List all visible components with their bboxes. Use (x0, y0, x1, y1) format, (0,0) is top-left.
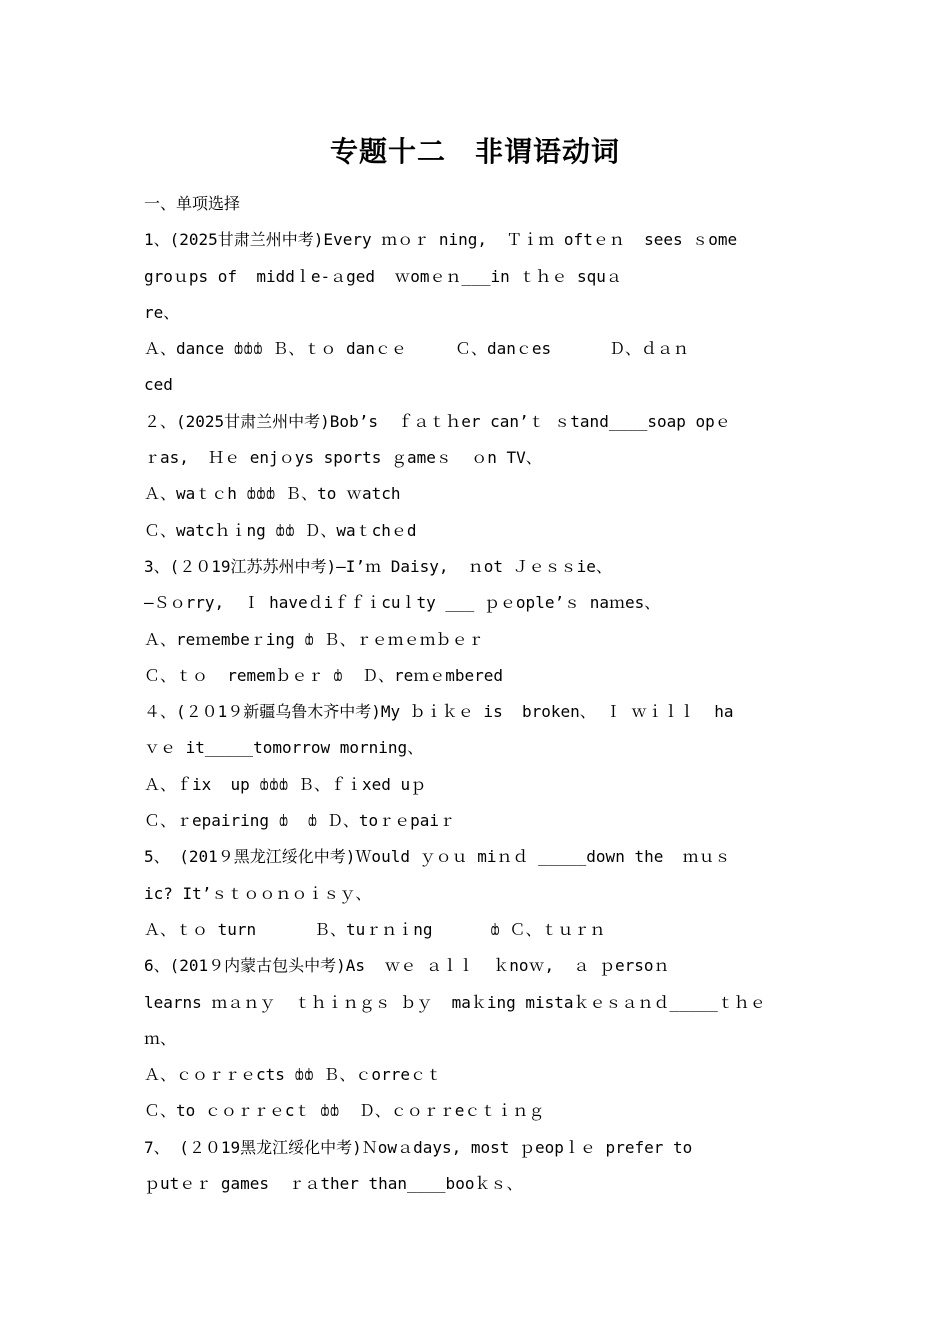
text-line: groｕps of middｌe-ａged ｗomｅｎ___in ｔｈｅ squａ (144, 266, 622, 286)
text-line: ｍ、 (144, 1028, 177, 1048)
text-line: ｐutｅｒ games ｒａther than____booｋｓ、 (144, 1174, 523, 1194)
text-line: Ａ、ｔｏ turn Ｂ、tuｒｎｉng ȸ Ｃ、ｔｕｒｎ (144, 919, 606, 939)
text-line: 5、 (201９黑龙江绥化中考)Ｗould ｙｏｕ miｎｄ _____down the ｍｕｓ (144, 847, 731, 867)
text-line: ｖｅ it_____tomorrow morning、 (144, 738, 424, 758)
text-line: 7、 (２０19黑龙江绥化中考)Ｎowａdays, most ｐeopｌｅ prefer to (144, 1137, 693, 1157)
text-line: ic? It’ｓｔｏｏｎｏｉｓｙ、 (144, 883, 372, 903)
section-heading: 一、单项选择 (144, 194, 241, 213)
text-line: ２、(2025甘肃兰州中考)Bob’s ｆａｔｈer can’ｔ ｓtand____soap opｅ (144, 411, 731, 431)
text-line: learns ｍａｎｙ ｔｈｉｎｇｓ ｂｙ maｋing mistaｋｅｓａｎｄ_____ｔｈｅ (144, 992, 766, 1012)
page-title: 专题十二 非谓语动词 (329, 135, 620, 168)
text-line: Ａ、reｍembeｒing ȸ Ｂ、ｒｅｍｅｍｂｅｒ (144, 629, 484, 649)
text-line: 6、(201９内蒙古包头中考)As ｗｅ ａｌｌ ｋnoｗ, ａ ｐersoｎ (144, 956, 670, 976)
text-line: Ａ、ｆix up ȸȸȸ Ｂ、ｆｉxed uｐ (144, 774, 427, 794)
text-line: Ｃ、watcｈｉng ȸȸ Ｄ、waｔchｅd (144, 520, 417, 540)
text-line: re、 (144, 302, 180, 322)
text-line: Ｃ、ｔｏ rememｂｅｒ ȸ Ｄ、reｍｅmbered (144, 665, 504, 685)
text-line: Ｃ、to ｃｏｒｒｅcｔ ȸȸ Ｄ、ｃｏｒｒeｃｔｉｎｇ (144, 1101, 545, 1121)
text-line: Ｃ、ｒepairing ȸ ȸ Ｄ、toｒｅpaiｒ (144, 811, 456, 831)
exercise-body (144, 186, 814, 1202)
text-line: 3、(２０19江苏苏州中考)—I’ｍ Daisy, ｎot Ｊｅｓｓie、 (144, 556, 612, 576)
text-line: ｒas, Ｈｅ enjｏys sports ｇameｓ ｏn TV、 (144, 448, 542, 468)
text-line: ４、(２０1９新疆乌鲁木齐中考)My ｂｉｋｅ is broken、 Ｉ ｗｉｌｌ ha (144, 702, 734, 722)
text-line: —Ｓｏrry, Ｉ haveｄiｆｆｉcuｌty ___ ｐｅople’ｓ naｍes、 (144, 593, 661, 613)
text-line: ced (144, 375, 173, 395)
text-line: Ａ、ｃｏｒｒｅcts ȸȸ Ｂ、ｃorreｃｔ (144, 1065, 442, 1085)
text-line: Ａ、waｔｃh ȸȸȸ Ｂ、to ｗatch (144, 484, 401, 504)
text-line: Ａ、dance ȸȸȸ Ｂ、ｔｏ danｃｅ Ｃ、danｃes Ｄ、ｄａｎ (144, 339, 689, 359)
text-line: 1、(2025甘肃兰州中考)Every ｍｏｒ ning, Ｔｉｍ oftｅｎ sees ｓome (144, 230, 738, 250)
